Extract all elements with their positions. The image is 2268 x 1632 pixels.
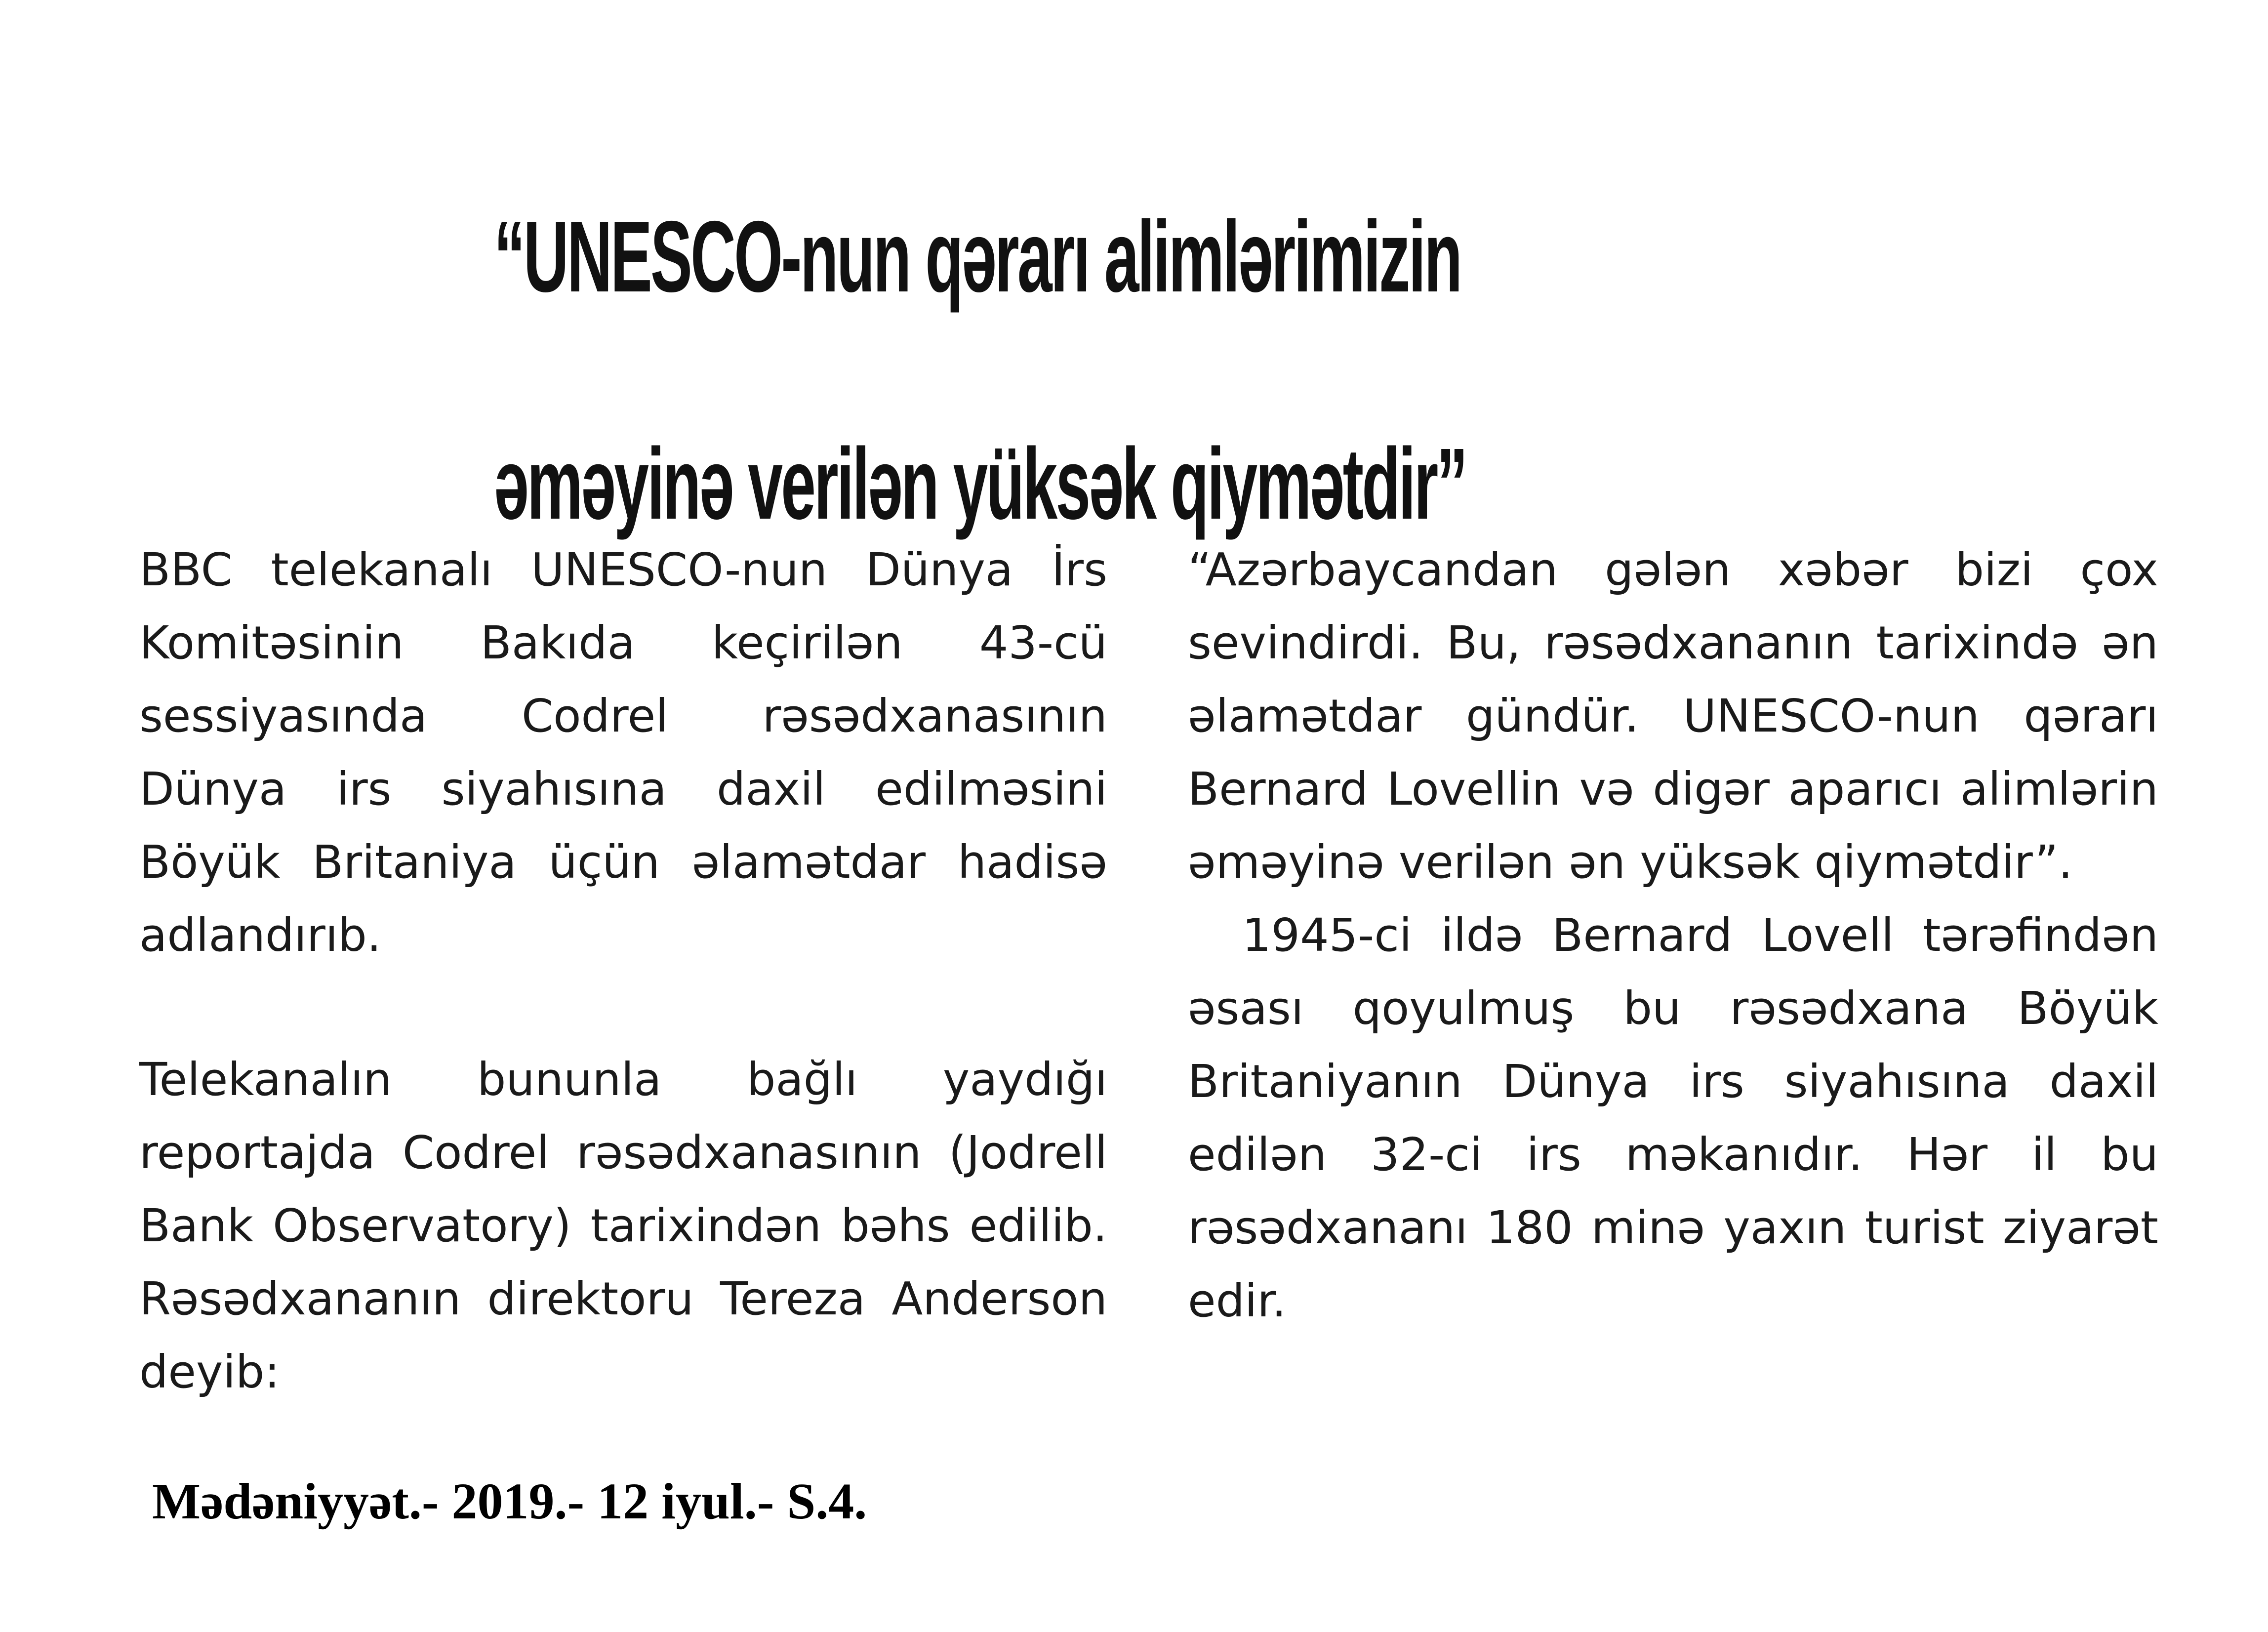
left-column: [139, 533, 1107, 1409]
right-paragraph-2: 1945-ci ildə Bernard Lovell tərəfindən əsası qoyulmuş bu rəsədxana Böyük Britaniyanın Dünya irs siyahısına daxil edilən 32-ci irs məkanıdır. Hər il bu rəsədxananı 180 minə yaxın turist ziyarət edir.: [1188, 909, 2158, 1327]
left-paragraph-1: BBC telekanalı UNESCO-nun Dünya İrs Komitəsinin Bakıda keçirilən 43-cü sessiyasında Codrel rəsədxanasının Dünya irs siyahısına daxil edilməsini Böyük Britaniya üçün əlamətdar hadisə adlandırıb.: [139, 543, 1107, 962]
headline-line-1: “UNESCO-nun qərarı alimlərimizin: [494, 200, 1461, 313]
headline-line-2: əməyinə verilən yüksək qiymətdir”: [494, 427, 1466, 540]
left-paragraph-2: Telekanalın bununla bağlı yaydığı reportajda Codrel rəsədxanasının (Jodrell Bank Observatory) tarixindən bəhs edilib. Rəsədxananın direktoru Tereza Anderson deyib:: [139, 1053, 1107, 1398]
article-headline: [494, 143, 1466, 598]
right-column: [1188, 533, 2158, 1338]
right-paragraph-1: “Azərbaycandan gələn xəbər bizi çox sevindirdi. Bu, rəsədxananın tarixində ən əlamətdar gündür. UNESCO-nun qərarı Bernard Lovellin və digər aparıcı alimlərin əməyinə verilən ən yüksək qiymətdir”.: [1188, 543, 2158, 889]
source-citation: Mədəniyyət.- 2019.- 12 iyul.- S.4.: [152, 1473, 867, 1530]
